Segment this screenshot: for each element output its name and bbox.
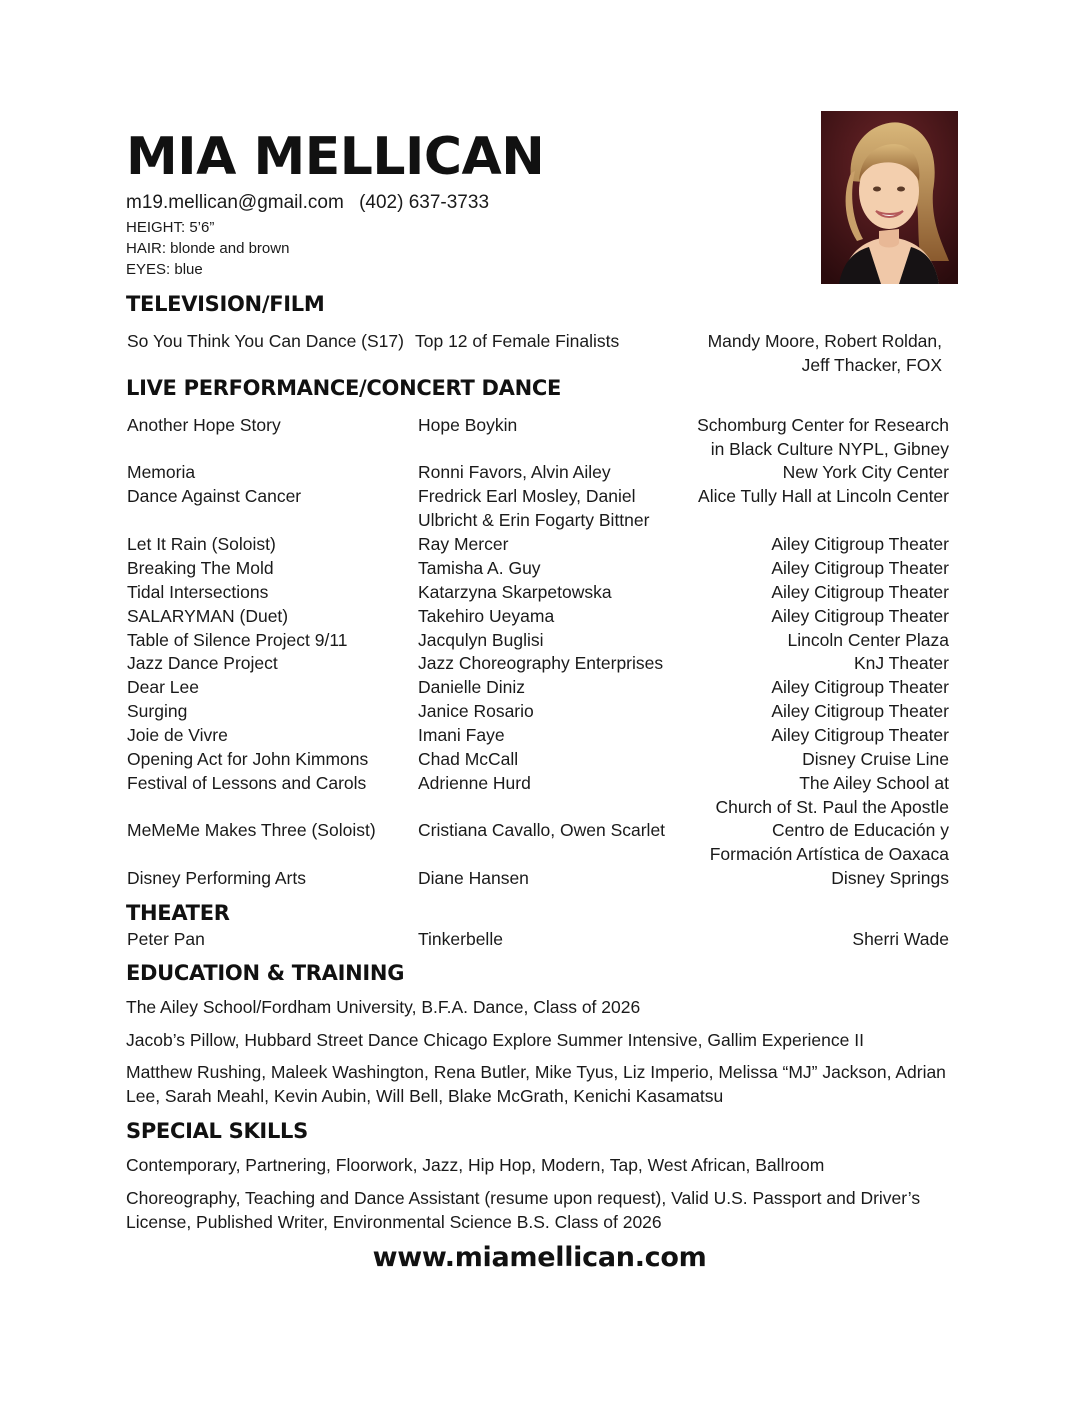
credit-venue [852, 927, 949, 951]
credit-role: Tamisha A. Guy [418, 558, 541, 578]
credit-venue [771, 675, 949, 699]
credit-role: Takehiro Ueyama [418, 606, 555, 626]
credit-venue [771, 556, 949, 580]
physical-stats [126, 217, 289, 280]
credit-role: Katarzyna Skarpetowska [418, 582, 612, 602]
credit-work: So You Think You Can Dance (S17) [127, 331, 404, 351]
credit-venue-line: Jeff Thacker, FOX [801, 355, 942, 375]
credit-venue [771, 580, 949, 604]
credit-venue-line: Alice Tully Hall at Lincoln Center [698, 486, 949, 506]
credit-work: Dance Against Cancer [127, 486, 302, 506]
credit-venue-line: Ailey Citigroup Theater [771, 582, 949, 602]
credit-role: Hope Boykin [418, 415, 518, 435]
credit-role: Top 12 of Female Finalists [415, 331, 620, 351]
credit-venue-line: Schomburg Center for Research [697, 415, 949, 435]
height-stat: HEIGHT: 5’6” [126, 219, 215, 236]
credit-venue-line: The Ailey School at [799, 773, 949, 793]
credit-venue-line: Mandy Moore, Robert Roldan, [707, 331, 942, 351]
credit-work: Peter Pan [127, 929, 205, 949]
credit-role: Ray Mercer [418, 534, 509, 554]
credit-venue [698, 484, 949, 508]
credit-venue [831, 866, 949, 890]
section-title-skills: SPECIAL SKILLS [126, 1119, 308, 1143]
credit-role: Chad McCall [418, 749, 519, 769]
credit-venue [771, 604, 949, 628]
hair-stat: HAIR: blonde and brown [126, 240, 290, 257]
skills-line: Contemporary, Partnering, Floorwork, Jazz, Hip Hop, Modern, Tap, West African, Ballroom [126, 1155, 825, 1175]
credit-venue-line: Ailey Citigroup Theater [771, 701, 949, 721]
credit-role: Fredrick Earl Mosley, Daniel [418, 486, 636, 506]
credit-role-cont: Ulbricht & Erin Fogarty Bittner [418, 510, 650, 530]
credit-work: Breaking The Mold [127, 558, 274, 578]
credit-venue-line: Disney Cruise Line [802, 749, 949, 769]
credit-work: Table of Silence Project 9/11 [127, 630, 348, 650]
credit-venue-line: Ailey Citigroup Theater [771, 558, 949, 578]
credit-role: Imani Faye [418, 725, 505, 745]
credit-venue-line: Ailey Citigroup Theater [771, 534, 949, 554]
credit-work: Disney Performing Arts [127, 868, 306, 888]
section-title-education: EDUCATION & TRAINING [126, 961, 405, 985]
credit-venue [771, 723, 949, 747]
credit-venue-line: Ailey Citigroup Theater [771, 725, 949, 745]
credit-work: Memoria [127, 462, 196, 482]
section-title-live: LIVE PERFORMANCE/CONCERT DANCE [126, 376, 562, 400]
credit-role: Danielle Diniz [418, 677, 525, 697]
credit-venue-line: Church of St. Paul the Apostle [715, 797, 949, 817]
headshot-photo [821, 111, 958, 284]
credit-venue-line: Ailey Citigroup Theater [771, 606, 949, 626]
skills-line: Choreography, Teaching and Dance Assistant (resume upon request), Valid U.S. Passport and Driver’s License, Published Writer, Environmental Science B.S. Class of 2026 [126, 1188, 921, 1232]
education-line: Matthew Rushing, Maleek Washington, Rena Butler, Mike Tyus, Liz Imperio, Melissa “MJ” Jackson, Adrian Lee, Sarah Meahl, Kevin Aubin, Will Bell, Blake McGrath, Kenichi Kasamatsu [126, 1062, 946, 1106]
eyes-stat: EYES: blue [126, 261, 203, 278]
credit-role: Ronni Favors, Alvin Ailey [418, 462, 611, 482]
credit-work: Dear Lee [127, 677, 199, 697]
credit-role: Jazz Choreography Enterprises [418, 653, 664, 673]
credit-role: Tinkerbelle [418, 929, 503, 949]
credit-venue-line: KnJ Theater [853, 653, 949, 673]
education-line: Jacob’s Pillow, Hubbard Street Dance Chicago Explore Summer Intensive, Gallim Experience II [126, 1030, 864, 1050]
credit-work: Opening Act for John Kimmons [127, 749, 369, 769]
credit-work: Surging [127, 701, 188, 721]
credit-work: Jazz Dance Project [127, 653, 278, 673]
credit-role: Cristiana Cavallo, Owen Scarlet [418, 820, 666, 840]
email-address[interactable]: m19.mellican@gmail.com [126, 192, 344, 213]
credit-work: MeMeMe Makes Three (Soloist) [127, 820, 376, 840]
credit-venue [771, 532, 949, 556]
credit-venue [788, 628, 949, 652]
credit-venue-line: in Black Culture NYPL, Gibney [710, 439, 949, 459]
credit-venue-line: Ailey Citigroup Theater [771, 677, 949, 697]
credit-venue-line: New York City Center [782, 462, 949, 482]
credit-role: Jacqulyn Buglisi [418, 630, 544, 650]
credit-work: Let It Rain (Soloist) [127, 534, 276, 554]
education-line: The Ailey School/Fordham University, B.F.A. Dance, Class of 2026 [126, 997, 641, 1017]
credit-venue-line: Disney Springs [831, 868, 949, 888]
phone-number: (402) 637-3733 [359, 192, 490, 213]
credit-venue [716, 771, 949, 819]
credit-role: Janice Rosario [418, 701, 534, 721]
credit-work: Joie de Vivre [127, 725, 228, 745]
credit-venue [783, 460, 949, 484]
credit-role: Adrienne Hurd [418, 773, 531, 793]
credit-role: Diane Hansen [418, 868, 529, 888]
credit-venue [708, 329, 942, 377]
credit-venue [697, 413, 949, 461]
contact-line [126, 191, 489, 215]
credit-work: Tidal Intersections [127, 582, 269, 602]
credit-venue [710, 818, 949, 866]
credit-venue-line: Lincoln Center Plaza [787, 630, 949, 650]
website-link[interactable]: www.miamellican.com [372, 1242, 707, 1273]
credit-work: SALARYMAN (Duet) [127, 606, 289, 626]
credit-venue-line: Formación Artística de Oaxaca [709, 844, 949, 864]
credit-venue [771, 699, 949, 723]
credit-work: Another Hope Story [127, 415, 281, 435]
performer-name: MIA MELLICAN [126, 127, 545, 187]
section-title-theater: THEATER [126, 901, 230, 925]
credit-venue [854, 651, 949, 675]
credit-venue-line: Sherri Wade [852, 929, 949, 949]
section-title-tv: TELEVISION/FILM [126, 292, 325, 316]
credit-venue-line: Centro de Educación y [771, 820, 949, 840]
credit-work: Festival of Lessons and Carols [127, 773, 367, 793]
credit-venue [802, 747, 949, 771]
